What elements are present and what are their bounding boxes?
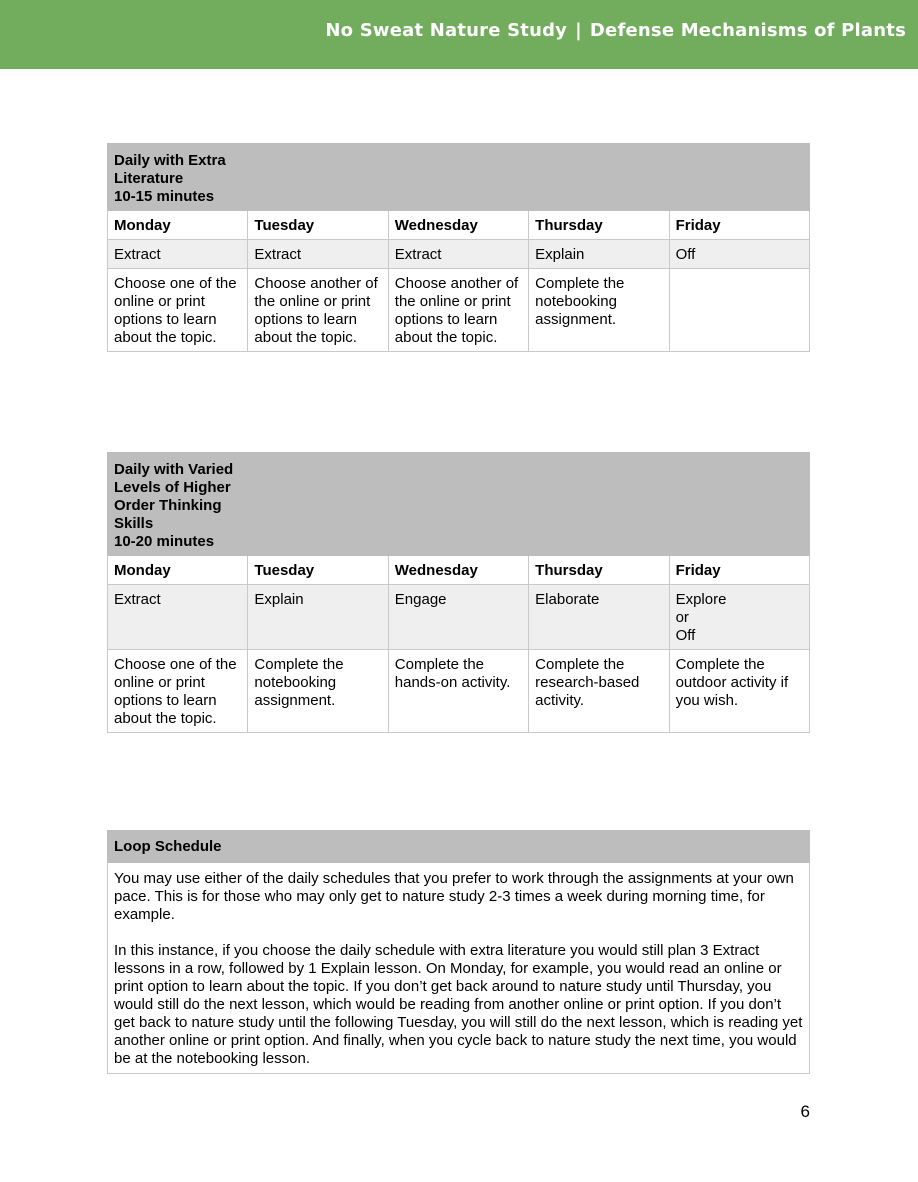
schedule-hots-table <box>107 452 810 733</box>
header-separator: | <box>575 20 582 41</box>
title-line: 10-15 minutes <box>114 188 215 205</box>
brand-name: No Sweat Nature Study <box>325 20 568 41</box>
phase-cell: Explain <box>529 240 669 269</box>
topic-name: Defense Mechanisms of Plants <box>589 20 906 41</box>
phase-cell: Extract <box>108 585 248 650</box>
schedule-extra-literature-table <box>107 143 810 352</box>
phase-cell: Elaborate <box>529 585 669 650</box>
table-row <box>108 240 810 269</box>
description-cell: Choose one of the online or print options to learn about the topic. <box>108 650 248 733</box>
phase-cell: Extract <box>108 240 248 269</box>
paragraph: In this instance, if you choose the daily schedule with extra literature you would still plan 3 Extract lessons in a row, followed by 1 Explain lesson. On Monday, for example, you would read an online or print option to learn about the topic. If you don’t get back around to nature study until Thursday, you would still do the next lesson, which would be reading from another online or print option. If you don’t get back to nature study until the following Tuesday, you will still do the next lesson, which is reading yet another online or print option. And finally, when you cycle back to nature study the next time, you would be at the notebooking lesson. <box>114 942 803 1067</box>
table-row <box>108 585 810 650</box>
phase-cell: Off <box>669 240 809 269</box>
description-cell: Complete the notebooking assignment. <box>248 650 388 733</box>
title-line: Levels of Higher <box>114 479 231 496</box>
title-line: Daily with Extra <box>114 152 226 169</box>
description-cell: Complete the research-based activity. <box>529 650 669 733</box>
page-number: 6 <box>800 1102 810 1121</box>
description-cell: Choose another of the online or print options to learn about the topic. <box>248 269 388 352</box>
description-cell <box>669 269 809 352</box>
description-cell: Complete the hands-on activity. <box>388 650 528 733</box>
description-cell: Choose another of the online or print options to learn about the topic. <box>388 269 528 352</box>
phase-cell: Explain <box>248 585 388 650</box>
title-line: Skills <box>114 515 154 532</box>
day-header: Wednesday <box>388 211 528 240</box>
phase-option: Explore <box>675 591 727 608</box>
phase-option: Off <box>675 627 696 644</box>
table-row <box>108 211 810 240</box>
description-cell: Complete the notebooking assignment. <box>529 269 669 352</box>
table-title <box>108 144 810 211</box>
description-cell: Complete the outdoor activity if you wish. <box>669 650 809 733</box>
header-banner <box>0 0 918 69</box>
day-header: Thursday <box>529 556 669 585</box>
title-line: Order Thinking <box>114 497 222 514</box>
table-row <box>108 650 810 733</box>
loop-schedule-body <box>108 863 810 1074</box>
description-cell: Choose one of the online or print options to learn about the topic. <box>108 269 248 352</box>
phase-cell: Extract <box>388 240 528 269</box>
phase-cell <box>669 585 809 650</box>
day-header: Tuesday <box>248 556 388 585</box>
day-header: Monday <box>108 211 248 240</box>
phase-cell: Engage <box>388 585 528 650</box>
day-header: Friday <box>669 211 809 240</box>
title-line: Literature <box>114 170 184 187</box>
day-header: Wednesday <box>388 556 528 585</box>
table-title <box>108 453 810 556</box>
phase-option: or <box>675 609 689 626</box>
loop-schedule-title: Loop Schedule <box>108 831 810 863</box>
phase-cell: Extract <box>248 240 388 269</box>
header-title <box>325 20 906 41</box>
table-row <box>108 556 810 585</box>
day-header: Thursday <box>529 211 669 240</box>
title-line: Daily with Varied <box>114 461 234 478</box>
table-row <box>108 269 810 352</box>
day-header: Monday <box>108 556 248 585</box>
title-line: 10-20 minutes <box>114 533 215 550</box>
paragraph: You may use either of the daily schedules that you prefer to work through the assignments at your own pace. This is for those who may only get to nature study 2-3 times a week during morning time, for example. <box>114 870 794 923</box>
day-header: Tuesday <box>248 211 388 240</box>
day-header: Friday <box>669 556 809 585</box>
loop-schedule-table <box>107 830 810 1074</box>
